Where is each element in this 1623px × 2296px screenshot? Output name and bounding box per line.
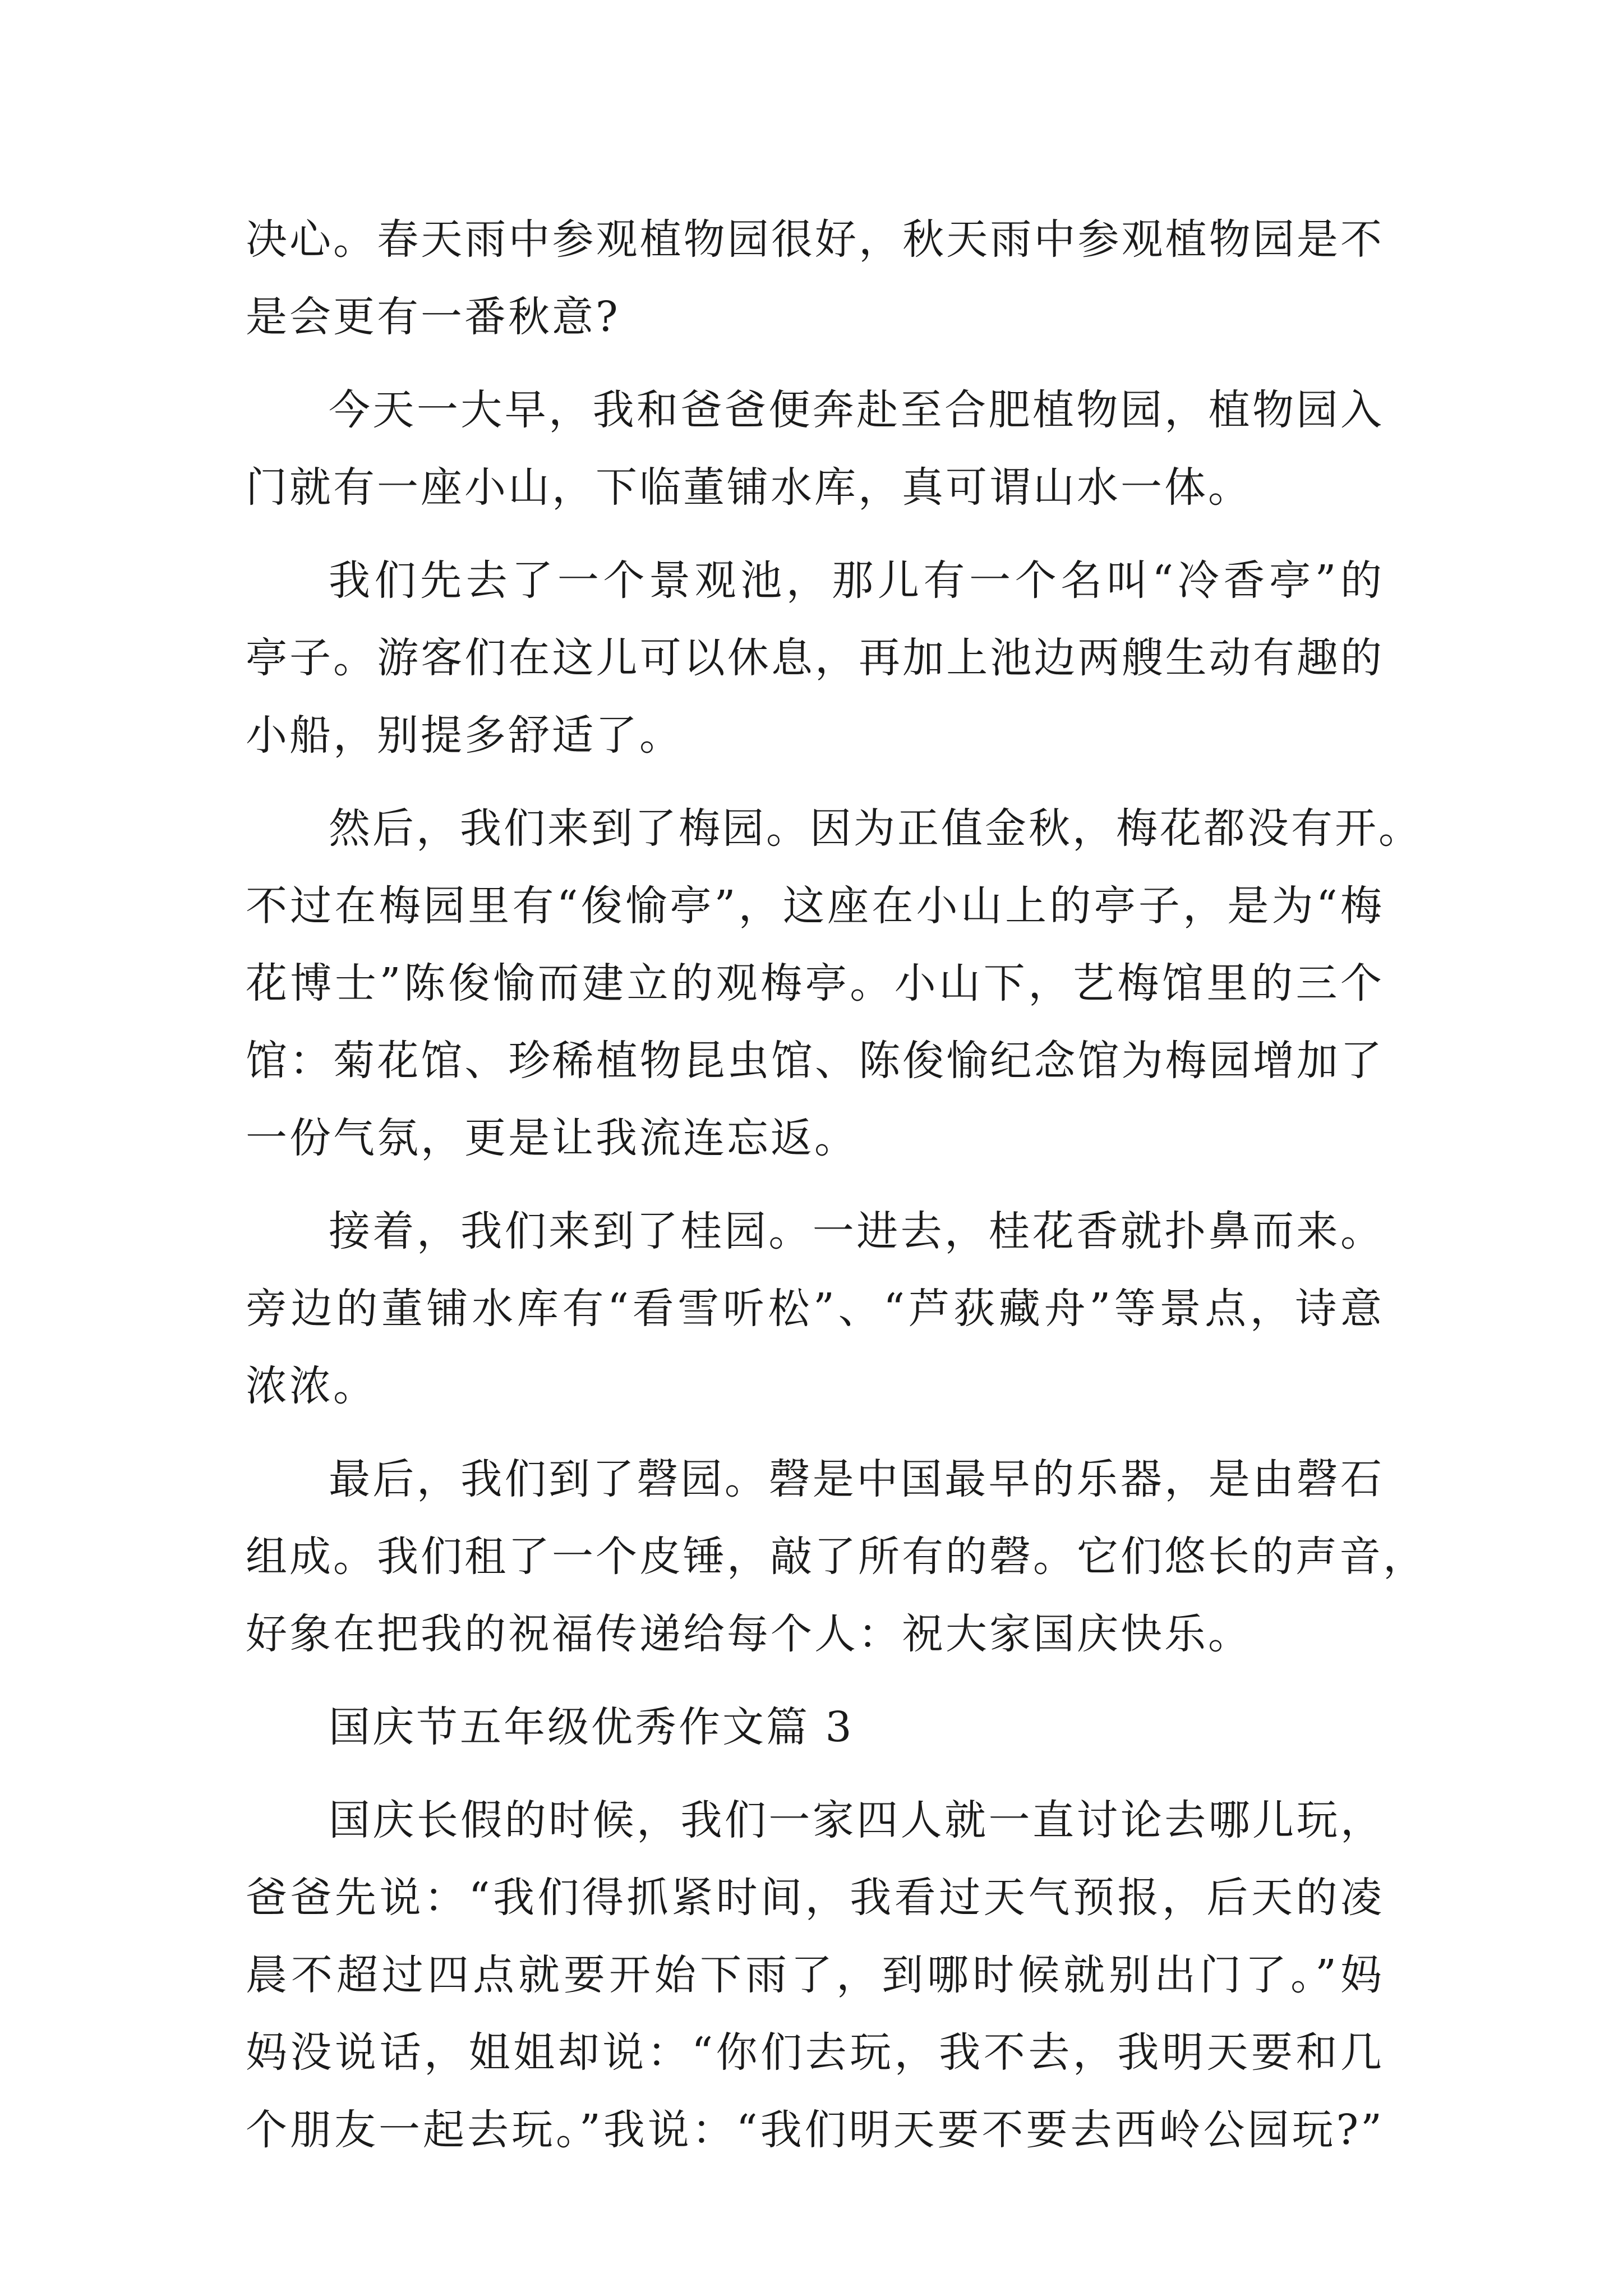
text-line: 旁边的董铺水库有“看雪听松”、“芦荻藏舟”等景点，诗意 <box>246 1285 1384 1333</box>
paragraph-first-line: 国庆节五年级优秀作文篇 3 <box>329 1703 854 1751</box>
paragraph-first-line: 国庆长假的时候，我们一家四人就一直讨论去哪儿玩， <box>329 1796 1384 1844</box>
text-line: 花博士”陈俊愉而建立的观梅亭。小山下，艺梅馆里的三个 <box>246 959 1384 1007</box>
paragraph-first-line: 最后，我们到了磬园。磬是中国最早的乐器，是由磬石 <box>329 1455 1384 1503</box>
text-line: 一份气氛，更是让我流连忘返。 <box>246 1114 858 1162</box>
text-line: 爸爸先说：“我们得抓紧时间，我看过天气预报，后天的凌 <box>246 1874 1384 1922</box>
text-line: 浓浓。 <box>246 1362 377 1410</box>
text-line: 好象在把我的祝福传递给每个人：祝大家国庆快乐。 <box>246 1610 1252 1658</box>
paragraph-first-line: 接着，我们来到了桂园。一进去，桂花香就扑鼻而来。 <box>329 1207 1384 1255</box>
text-line: 馆：菊花馆、珍稀植物昆虫馆、陈俊愉纪念馆为梅园增加了 <box>246 1037 1384 1085</box>
text-line: 妈没说话，姐姐却说：“你们去玩，我不去，我明天要和几 <box>246 2028 1384 2077</box>
text-line: 晨不超过四点就要开始下雨了，到哪时候就别出门了。”妈 <box>246 1951 1384 1999</box>
text-line: 亭子。游客们在这儿可以休息，再加上池边两艘生动有趣的 <box>246 634 1384 682</box>
document-body <box>246 201 1427 2169</box>
text-line: 门就有一座小山，下临董铺水库，真可谓山水一体。 <box>246 463 1252 512</box>
text-line: 是会更有一番秋意? <box>246 293 620 341</box>
text-line: 个朋友一起去玩。”我说：“我们明天要不要去西岭公园玩?” <box>246 2106 1384 2154</box>
text-line: 不过在梅园里有“俊愉亭”，这座在小山上的亭子，是为“梅 <box>246 882 1384 930</box>
paragraph-first-line: 今天一大早，我和爸爸便奔赴至合肥植物园，植物园入 <box>329 386 1384 434</box>
paragraph-first-line: 我们先去了一个景观池，那儿有一个名叫“冷香亭”的 <box>329 556 1384 605</box>
paragraph-first-line: 然后，我们来到了梅园。因为正值金秋，梅花都没有开。 <box>329 804 1422 853</box>
text-line: 小船，别提多舒适了。 <box>246 711 683 760</box>
text-line: 组成。我们租了一个皮锤，敲了所有的磬。它们悠长的声音， <box>246 1533 1427 1581</box>
text-line: 决心。春天雨中参观植物园很好，秋天雨中参观植物园是不 <box>246 215 1384 264</box>
